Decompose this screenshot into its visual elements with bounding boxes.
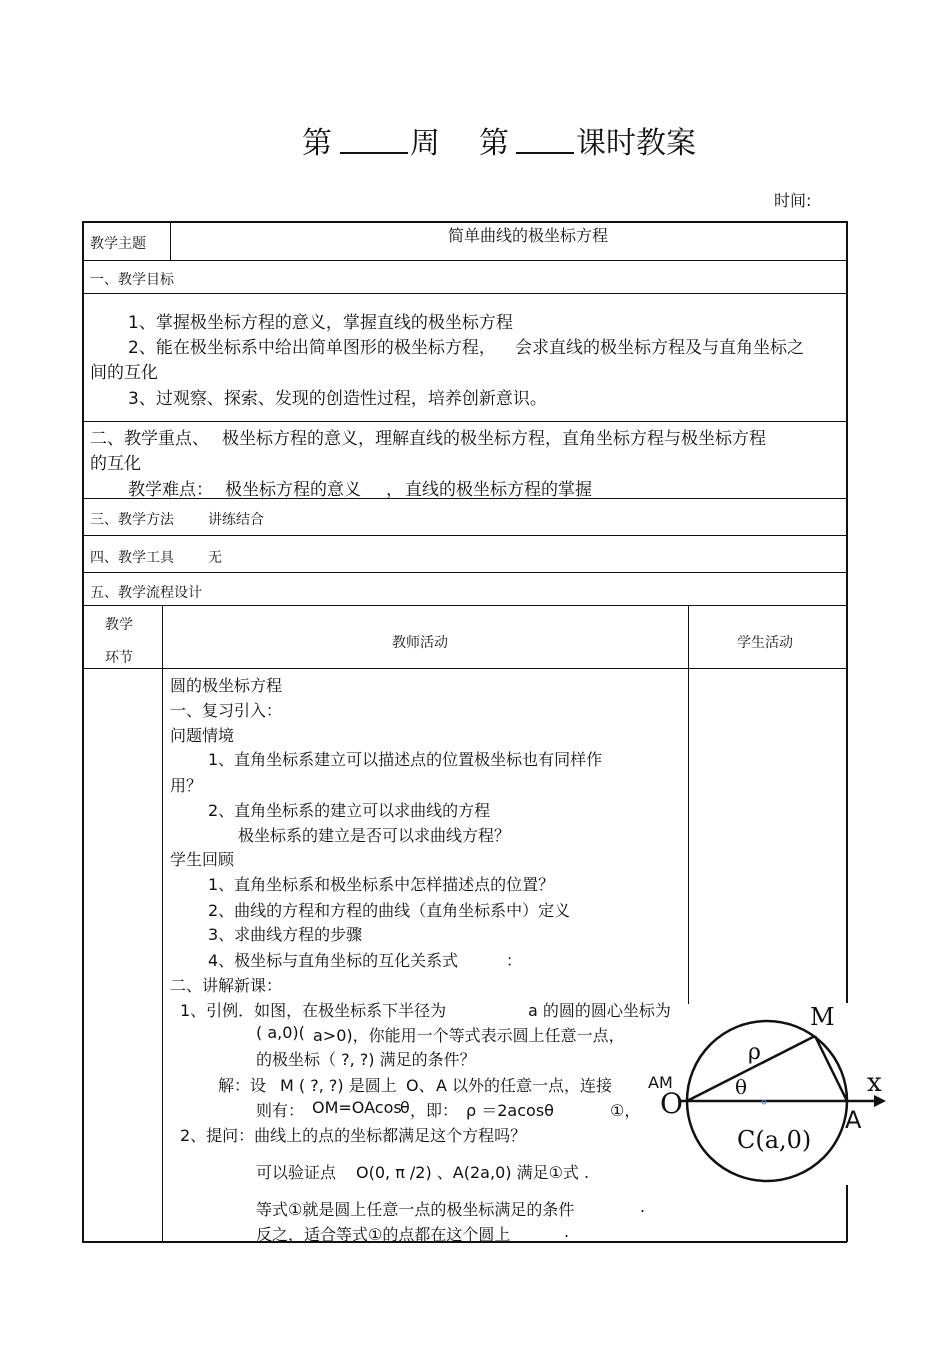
col-header-teacher: 教师活动 bbox=[392, 635, 448, 651]
content-line: 圆的极坐标方程 bbox=[170, 676, 283, 695]
content-line: 反之，适合等式①的点都在这个圆上 bbox=[256, 1225, 511, 1244]
label-x: x bbox=[867, 1068, 882, 1098]
method-label: 三、教学方法 bbox=[90, 512, 174, 528]
objectives-heading: 一、教学目标 bbox=[90, 272, 174, 288]
content-line: 2、直角坐标系的建立可以求曲线的方程 bbox=[208, 801, 491, 820]
col-header-student: 学生活动 bbox=[737, 635, 793, 651]
keypoints-label: 教学重点、 bbox=[124, 429, 209, 449]
segment-MA bbox=[815, 1036, 847, 1101]
content-line: ，即： bbox=[410, 1101, 459, 1120]
content-line: 极坐标系的建立是否可以求曲线方程？ bbox=[238, 826, 511, 845]
content-line: 3、求曲线方程的步骤 bbox=[208, 925, 363, 944]
label-theta: θ bbox=[735, 1075, 748, 1099]
content-line: . bbox=[640, 1197, 646, 1216]
difficulty-value-2: 直线的极坐标方程的掌握 bbox=[405, 480, 592, 500]
label-M: M bbox=[810, 1003, 835, 1031]
content-line: a>0)，你能用一个等式表示圆上任意一点， bbox=[313, 1026, 625, 1045]
objective-2c: 间的互化 bbox=[90, 363, 158, 383]
time-label: 时间: bbox=[774, 191, 812, 210]
content-line: ( a,0)( bbox=[256, 1023, 305, 1042]
objective-3: 3、过观察、探索、发现的创造性过程，培养创新意识。 bbox=[128, 389, 547, 409]
content-line: 1、直角坐标系建立可以描述点的位置极坐标也有同样作 bbox=[208, 750, 603, 769]
title-zhou: 周 bbox=[410, 126, 440, 161]
content-line: 4、极坐标与直角坐标的互化关系式 bbox=[208, 951, 459, 970]
content-line: . bbox=[564, 1222, 570, 1241]
content-line: 2、曲线的方程和方程的曲线（直角坐标系中）定义 bbox=[208, 901, 571, 920]
content-line: 1、直角坐标系和极坐标系中怎样描述点的位置？ bbox=[208, 875, 555, 894]
content-line: ρ ＝2acosθ bbox=[466, 1101, 554, 1120]
title-di: 第 bbox=[302, 126, 332, 161]
content-line: M ( ?, ?) 是圆上 bbox=[280, 1076, 397, 1095]
keypoints-num: 二、 bbox=[90, 429, 124, 449]
content-line: 学生回顾 bbox=[170, 850, 235, 869]
process-heading: 五、教学流程设计 bbox=[90, 585, 202, 601]
topic-label: 教学主题 bbox=[90, 236, 146, 252]
label-O: O bbox=[660, 1087, 683, 1120]
content-line: a 的圆的圆心坐标为 bbox=[528, 1001, 671, 1020]
content-line: 用？ bbox=[170, 776, 203, 795]
content-line: ①， bbox=[610, 1101, 641, 1120]
content-line: 解：设 bbox=[218, 1076, 267, 1095]
label-A: A bbox=[845, 1106, 862, 1134]
objective-2b: 会求直线的极坐标方程及与直角坐标之 bbox=[515, 338, 804, 358]
content-line: 二、讲解新课： bbox=[170, 976, 283, 995]
tools-value: 无 bbox=[208, 550, 222, 566]
content-line: 等式①就是圆上任意一点的极坐标满足的条件 bbox=[256, 1200, 575, 1219]
content-line: OM=OAcos bbox=[312, 1098, 402, 1117]
content-line: 一、复习引入： bbox=[170, 701, 283, 720]
content-line: 1、引例．如图，在极坐标系下半径为 bbox=[180, 1001, 447, 1020]
keypoints-text: 极坐标方程的意义，理解直线的极坐标方程，直角坐标方程与极坐标方程 bbox=[222, 429, 766, 449]
topic-value: 简单曲线的极坐标方程 bbox=[448, 226, 609, 245]
objective-2a: 2、能在极坐标系中给出简单图形的极坐标方程， bbox=[128, 338, 496, 358]
tools-label: 四、教学工具 bbox=[90, 550, 174, 566]
keypoints-text-2: 的互化 bbox=[90, 454, 141, 474]
content-line: O(0, π /2) 、A(2a,0) 满足①式 . bbox=[356, 1163, 590, 1182]
method-value: 讲练结合 bbox=[208, 512, 264, 528]
objective-1: 1、掌握极坐标方程的意义，掌握直线的极坐标方程 bbox=[128, 313, 513, 333]
content-line: 问题情境 bbox=[170, 726, 235, 745]
content-line: A 以外的任意一点，连接 bbox=[436, 1076, 613, 1095]
col-header-stage-2: 环节 bbox=[105, 650, 133, 666]
content-line: O、 bbox=[406, 1076, 435, 1095]
difficulty-label: 教学难点： bbox=[128, 480, 213, 500]
content-line: ： bbox=[506, 951, 523, 970]
difficulty-sep: ， bbox=[386, 480, 403, 500]
title-end: 课时教案 bbox=[576, 126, 696, 161]
content-line: AM bbox=[648, 1073, 673, 1092]
content-line: θ bbox=[400, 1098, 410, 1117]
content-line: 可以验证点 bbox=[256, 1163, 337, 1182]
label-rho: ρ bbox=[748, 1040, 761, 1065]
col-header-stage-1: 教学 bbox=[105, 617, 133, 633]
difficulty-value-1: 极坐标方程的意义 bbox=[225, 480, 361, 500]
label-C: C(a,0) bbox=[737, 1126, 812, 1154]
content-line: 的极坐标（ ?, ?) 满足的条件？ bbox=[256, 1050, 476, 1069]
content-line: 则有： bbox=[256, 1101, 305, 1120]
content-line: 2、提问：曲线上的点的坐标都满足这个方程吗？ bbox=[180, 1126, 527, 1145]
title-di2: 第 bbox=[479, 126, 509, 161]
